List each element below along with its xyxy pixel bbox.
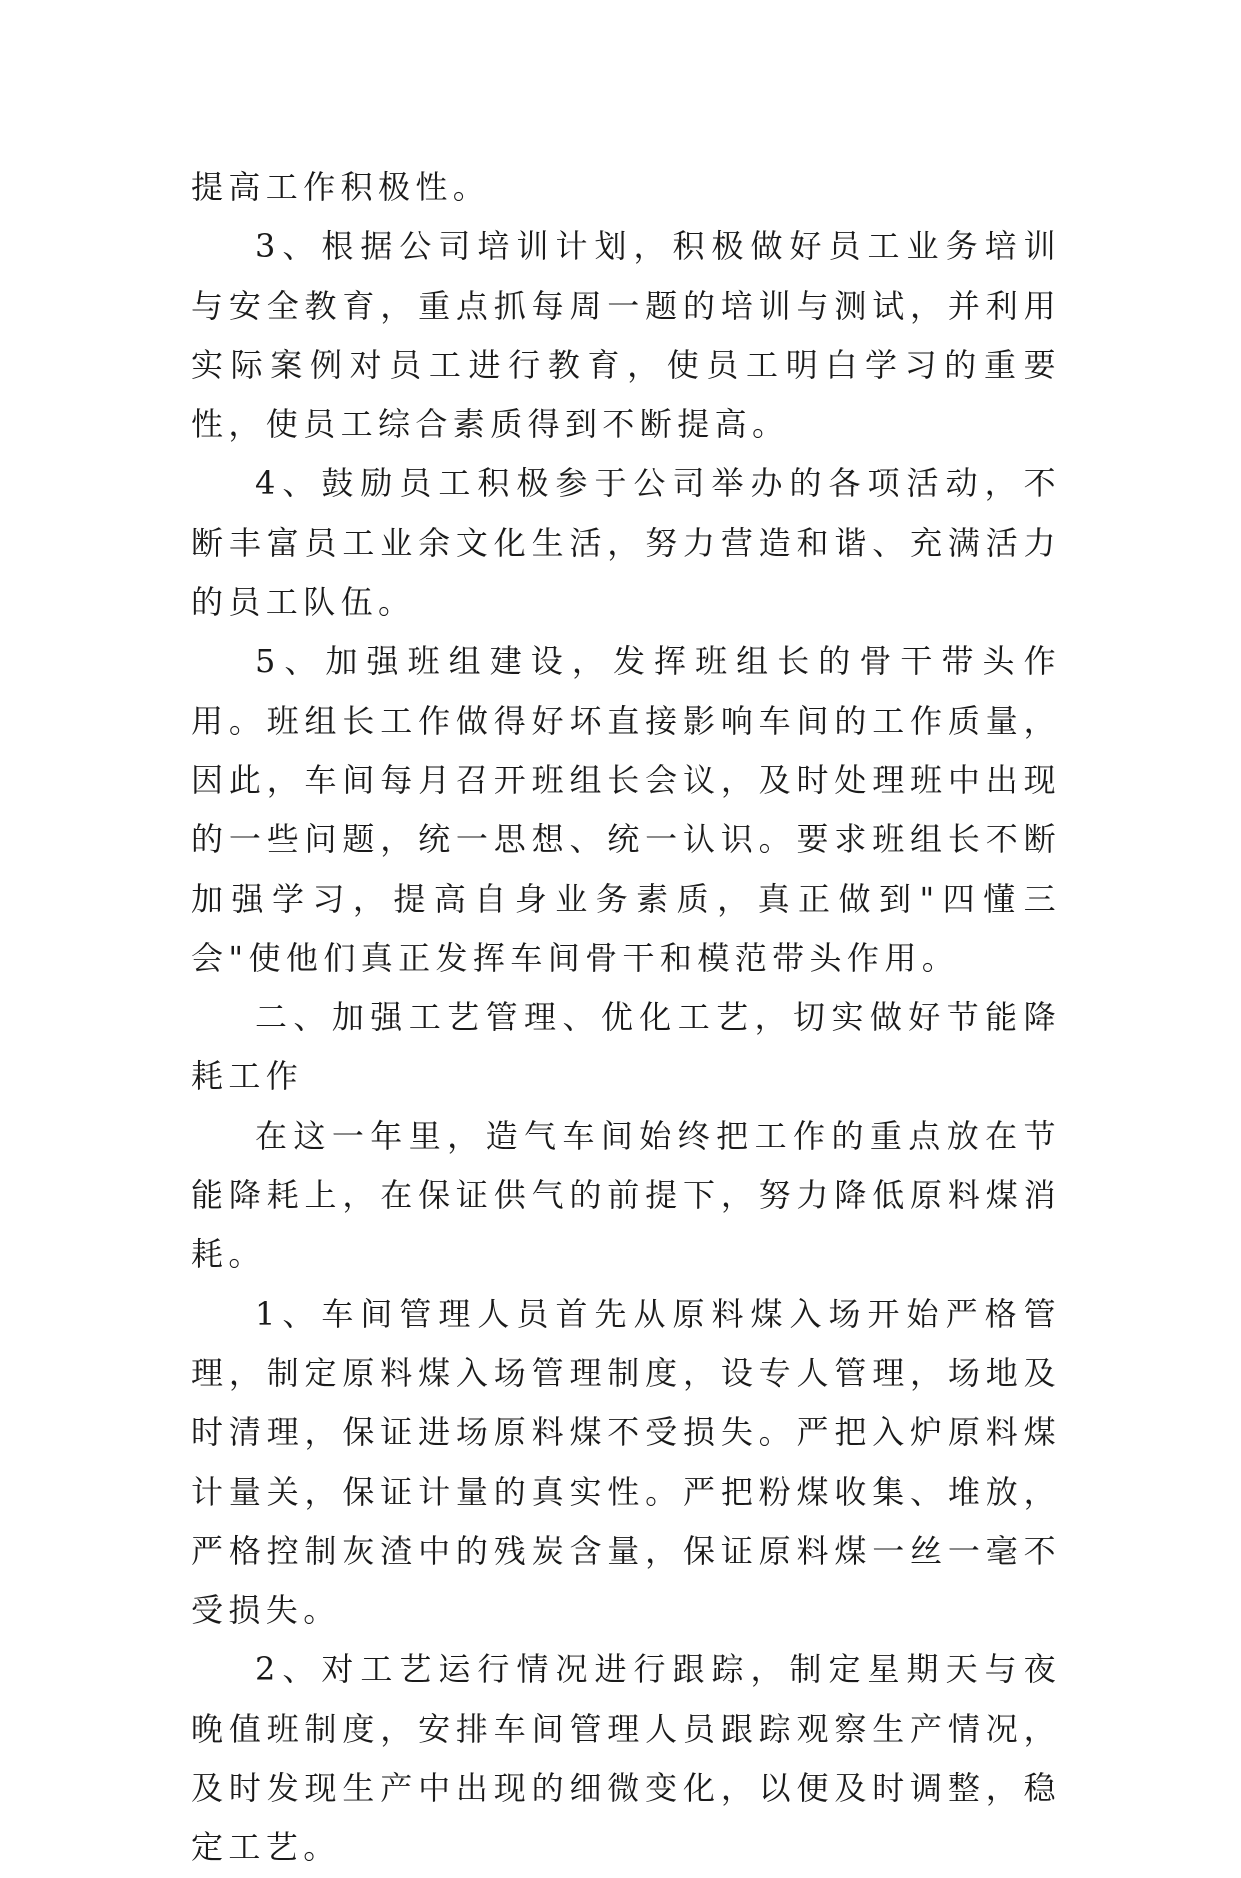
paragraph-item-3-training: 3、根据公司培训计划，积极做好员工业务培训与安全教育，重点抓每周一题的培训与测试，并利用实际案例对员工进行教育，使员工明白学习的重要性，使员工综合素质得到不断提高。 [191, 227, 1061, 444]
document-body [191, 158, 1061, 1878]
paragraph-item-5-team-building: 5、加强班组建设，发挥班组长的骨干带头作用。班组长工作做得好坏直接影响车间的工作质量，因此，车间每月召开班组长会议，及时处理班中出现的一些问题，统一思想、统一认识。要求班组长不断加强学习，提高自身业务素质，真正做到"四懂三会"使他们真正发挥车间骨干和模范带头作用。 [191, 642, 1061, 977]
paragraph-item-4-activities: 4、鼓励员工积极参于公司举办的各项活动，不断丰富员工业余文化生活，努力营造和谐、充满活力的员工队伍。 [191, 464, 1061, 622]
section-heading-process-management: 二、加强工艺管理、优化工艺，切实做好节能降耗工作 [191, 998, 1061, 1096]
paragraph-item-1-coal-management: 1、车间管理人员首先从原料煤入场开始严格管理，制定原料煤入场管理制度，设专人管理，场地及时清理，保证进场原料煤不受损失。严把入炉原料煤计量关，保证计量的真实性。严把粉煤收集、堆放，严格控制灰渣中的残炭含量，保证原料煤一丝一毫不受损失。 [191, 1294, 1061, 1630]
paragraph-item-2-process-tracking: 2、对工艺运行情况进行跟踪，制定星期天与夜晚值班制度，安排车间管理人员跟踪观察生产情况，及时发现生产中出现的细微变化，以便及时调整，稳定工艺。 [191, 1650, 1061, 1867]
paragraph-continuation: 提高工作积极性。 [191, 168, 491, 206]
paragraph-section-intro: 在这一年里，造气车间始终把工作的重点放在节能降耗上，在保证供气的前提下，努力降低原料煤消耗。 [191, 1116, 1061, 1274]
